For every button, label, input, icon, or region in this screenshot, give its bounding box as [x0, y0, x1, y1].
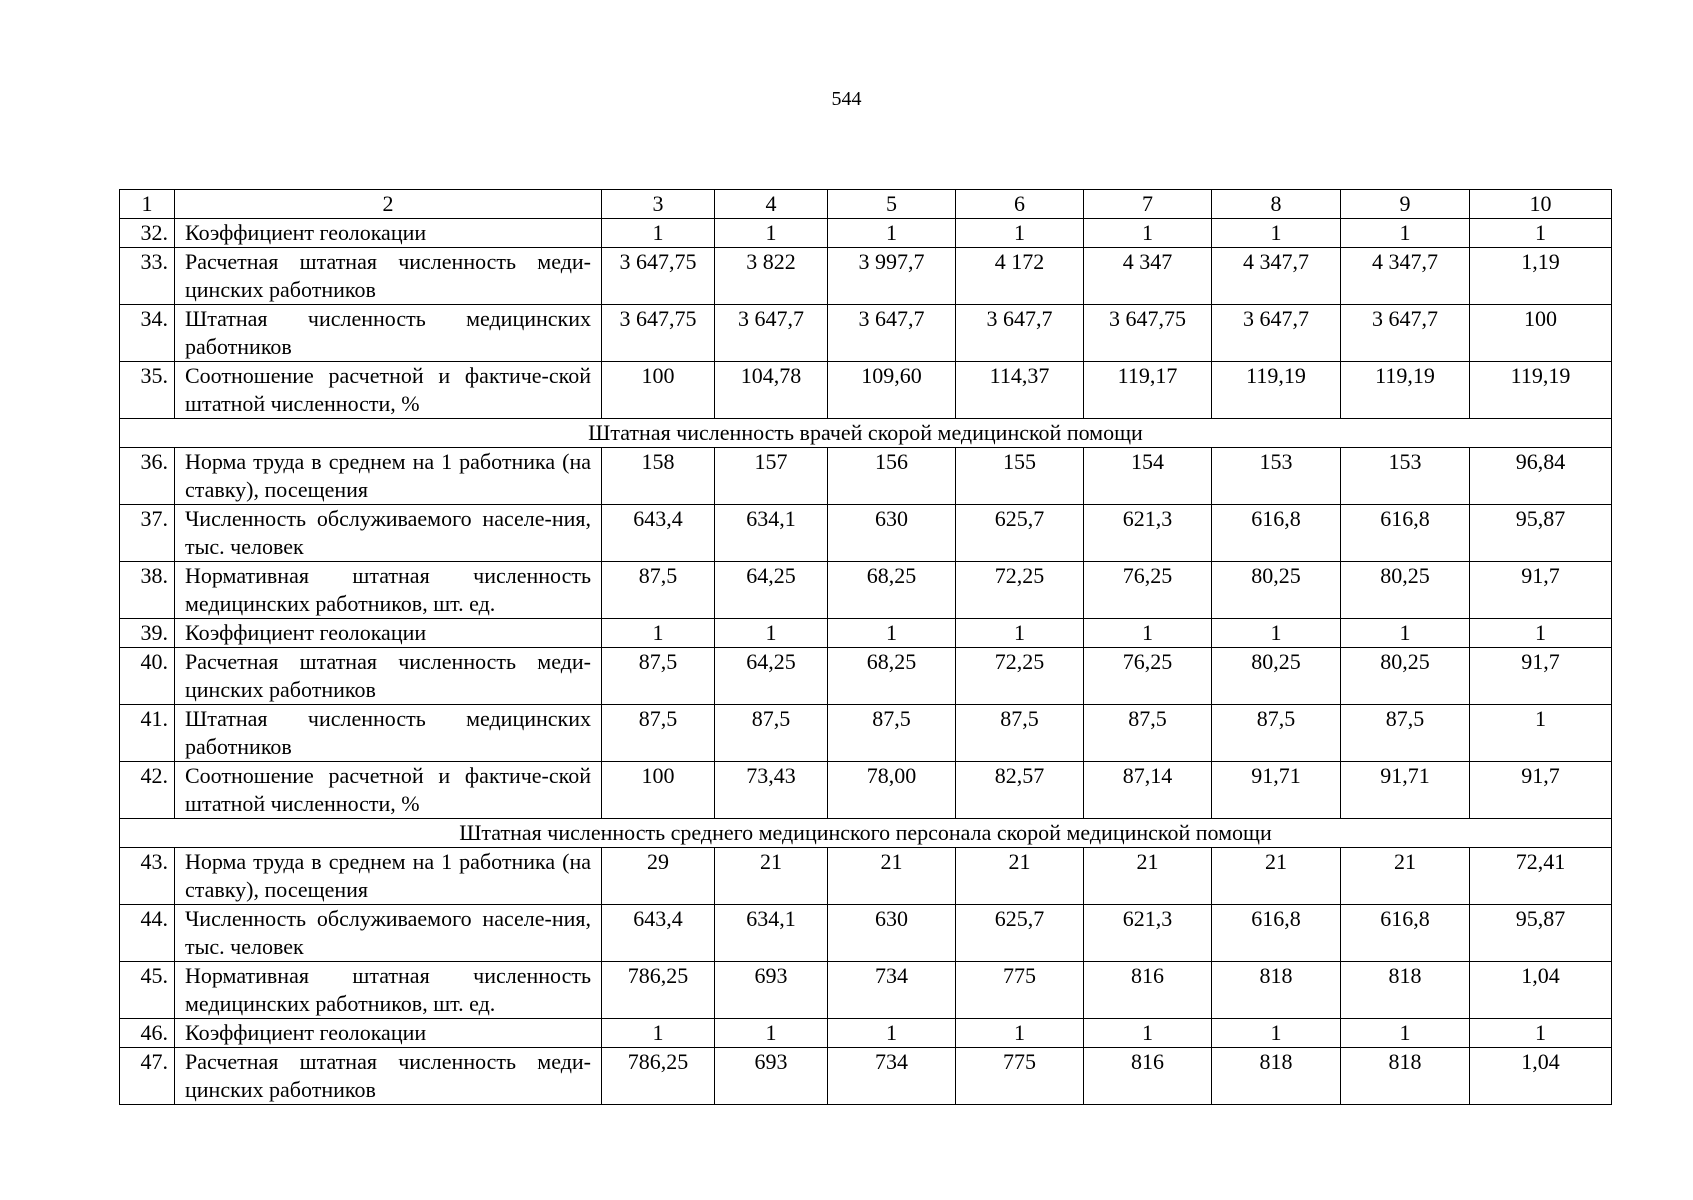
value-cell: 3 647,7: [956, 305, 1084, 362]
row-description: Расчетная штатная численность меди-цинских работников: [175, 648, 602, 705]
value-cell: 21: [1084, 848, 1212, 905]
column-header: 8: [1212, 190, 1341, 219]
row-number: 35.: [120, 362, 175, 419]
value-cell: 73,43: [715, 762, 828, 819]
column-header: 10: [1470, 190, 1612, 219]
value-cell: 153: [1341, 448, 1470, 505]
value-cell: 72,25: [956, 648, 1084, 705]
value-cell: 64,25: [715, 648, 828, 705]
value-cell: 119,19: [1212, 362, 1341, 419]
value-cell: 818: [1212, 962, 1341, 1019]
value-cell: 1: [1470, 705, 1612, 762]
row-description: Расчетная штатная численность меди-цинских работников: [175, 1048, 602, 1105]
value-cell: 80,25: [1341, 562, 1470, 619]
value-cell: 1: [1341, 219, 1470, 248]
value-cell: 87,5: [956, 705, 1084, 762]
column-header: 7: [1084, 190, 1212, 219]
section-row: [120, 819, 1612, 848]
value-cell: 1: [828, 1019, 956, 1048]
table-body: [120, 190, 1612, 1105]
value-cell: 1: [1084, 219, 1212, 248]
row-description: Штатная численность медицинских работников: [175, 705, 602, 762]
table-row: [120, 705, 1612, 762]
value-cell: 1: [828, 619, 956, 648]
value-cell: 3 647,75: [602, 305, 715, 362]
value-cell: 1: [1212, 1019, 1341, 1048]
value-cell: 87,5: [602, 562, 715, 619]
value-cell: 3 647,7: [1212, 305, 1341, 362]
column-header: 3: [602, 190, 715, 219]
value-cell: 616,8: [1341, 905, 1470, 962]
value-cell: 119,19: [1470, 362, 1612, 419]
value-cell: 734: [828, 962, 956, 1019]
value-cell: 87,5: [715, 705, 828, 762]
value-cell: 104,78: [715, 362, 828, 419]
row-number: 38.: [120, 562, 175, 619]
row-number: 42.: [120, 762, 175, 819]
value-cell: 3 647,7: [1341, 305, 1470, 362]
value-cell: 630: [828, 505, 956, 562]
value-cell: 816: [1084, 962, 1212, 1019]
value-cell: 3 647,75: [1084, 305, 1212, 362]
value-cell: 1: [1212, 219, 1341, 248]
value-cell: 775: [956, 962, 1084, 1019]
column-header: 9: [1341, 190, 1470, 219]
value-cell: 76,25: [1084, 648, 1212, 705]
value-cell: 91,71: [1341, 762, 1470, 819]
row-description: Численность обслуживаемого населе-ния, тыс. человек: [175, 905, 602, 962]
value-cell: 87,5: [602, 648, 715, 705]
value-cell: 156: [828, 448, 956, 505]
value-cell: 155: [956, 448, 1084, 505]
value-cell: 1: [1341, 619, 1470, 648]
value-cell: 119,17: [1084, 362, 1212, 419]
value-cell: 1: [1084, 1019, 1212, 1048]
value-cell: 1: [715, 1019, 828, 1048]
value-cell: 91,7: [1470, 648, 1612, 705]
value-cell: 80,25: [1212, 648, 1341, 705]
table-row: [120, 1048, 1612, 1105]
value-cell: 153: [1212, 448, 1341, 505]
value-cell: 1: [956, 619, 1084, 648]
table-row: [120, 505, 1612, 562]
value-cell: 1: [1470, 219, 1612, 248]
value-cell: 1: [715, 619, 828, 648]
row-description: Норма труда в среднем на 1 работника (на ставку), посещения: [175, 848, 602, 905]
row-number: 40.: [120, 648, 175, 705]
value-cell: 816: [1084, 1048, 1212, 1105]
column-header: 5: [828, 190, 956, 219]
value-cell: 1: [602, 619, 715, 648]
value-cell: 4 347,7: [1212, 248, 1341, 305]
value-cell: 87,5: [1341, 705, 1470, 762]
section-row: [120, 419, 1612, 448]
value-cell: 68,25: [828, 648, 956, 705]
value-cell: 1: [602, 219, 715, 248]
value-cell: 621,3: [1084, 505, 1212, 562]
value-cell: 91,7: [1470, 562, 1612, 619]
value-cell: 1: [602, 1019, 715, 1048]
table-row: [120, 362, 1612, 419]
value-cell: 91,71: [1212, 762, 1341, 819]
value-cell: 693: [715, 1048, 828, 1105]
row-number: 32.: [120, 219, 175, 248]
column-header: 2: [175, 190, 602, 219]
row-description: Численность обслуживаемого населе-ния, тыс. человек: [175, 505, 602, 562]
row-description: Соотношение расчетной и фактиче-ской штатной численности, %: [175, 762, 602, 819]
value-cell: 100: [602, 362, 715, 419]
value-cell: 100: [1470, 305, 1612, 362]
row-description: Коэффициент геолокации: [175, 1019, 602, 1048]
value-cell: 87,5: [828, 705, 956, 762]
value-cell: 616,8: [1212, 905, 1341, 962]
column-header: 1: [120, 190, 175, 219]
value-cell: 693: [715, 962, 828, 1019]
value-cell: 634,1: [715, 905, 828, 962]
row-number: 34.: [120, 305, 175, 362]
value-cell: 119,19: [1341, 362, 1470, 419]
value-cell: 158: [602, 448, 715, 505]
value-cell: 21: [956, 848, 1084, 905]
column-header: 4: [715, 190, 828, 219]
value-cell: 29: [602, 848, 715, 905]
value-cell: 4 347: [1084, 248, 1212, 305]
table-row: [120, 962, 1612, 1019]
value-cell: 616,8: [1341, 505, 1470, 562]
value-cell: 80,25: [1212, 562, 1341, 619]
value-cell: 21: [828, 848, 956, 905]
table-row: [120, 619, 1612, 648]
value-cell: 643,4: [602, 505, 715, 562]
value-cell: 1: [1470, 1019, 1612, 1048]
value-cell: 72,41: [1470, 848, 1612, 905]
value-cell: 786,25: [602, 1048, 715, 1105]
value-cell: 775: [956, 1048, 1084, 1105]
row-number: 46.: [120, 1019, 175, 1048]
value-cell: 625,7: [956, 505, 1084, 562]
value-cell: 643,4: [602, 905, 715, 962]
value-cell: 21: [1212, 848, 1341, 905]
value-cell: 21: [1341, 848, 1470, 905]
value-cell: 625,7: [956, 905, 1084, 962]
table-row: [120, 305, 1612, 362]
value-cell: 630: [828, 905, 956, 962]
row-description: Расчетная штатная численность меди-цинских работников: [175, 248, 602, 305]
value-cell: 72,25: [956, 562, 1084, 619]
row-description: Соотношение расчетной и фактиче-ской штатной численности, %: [175, 362, 602, 419]
row-description: Коэффициент геолокации: [175, 619, 602, 648]
column-header: 6: [956, 190, 1084, 219]
value-cell: 68,25: [828, 562, 956, 619]
value-cell: 1: [956, 219, 1084, 248]
table-row: [120, 562, 1612, 619]
row-description: Коэффициент геолокации: [175, 219, 602, 248]
value-cell: 154: [1084, 448, 1212, 505]
value-cell: 95,87: [1470, 905, 1612, 962]
table-row: [120, 905, 1612, 962]
value-cell: 786,25: [602, 962, 715, 1019]
value-cell: 1: [956, 1019, 1084, 1048]
table-row: [120, 248, 1612, 305]
row-number: 41.: [120, 705, 175, 762]
value-cell: 82,57: [956, 762, 1084, 819]
value-cell: 80,25: [1341, 648, 1470, 705]
value-cell: 95,87: [1470, 505, 1612, 562]
row-number: 33.: [120, 248, 175, 305]
header-row: [120, 190, 1612, 219]
row-description: Штатная численность медицинских работников: [175, 305, 602, 362]
table-row: [120, 648, 1612, 705]
value-cell: 818: [1341, 962, 1470, 1019]
value-cell: 87,5: [1084, 705, 1212, 762]
value-cell: 1,04: [1470, 962, 1612, 1019]
data-table: [119, 189, 1612, 1105]
section-title: Штатная численность врачей скорой медицинской помощи: [120, 419, 1612, 448]
value-cell: 1,19: [1470, 248, 1612, 305]
value-cell: 91,7: [1470, 762, 1612, 819]
table-row: [120, 1019, 1612, 1048]
value-cell: 3 647,75: [602, 248, 715, 305]
value-cell: 64,25: [715, 562, 828, 619]
table-row: [120, 762, 1612, 819]
row-number: 36.: [120, 448, 175, 505]
page-number: 544: [831, 88, 862, 110]
table-row: [120, 219, 1612, 248]
value-cell: 4 172: [956, 248, 1084, 305]
value-cell: 818: [1212, 1048, 1341, 1105]
value-cell: 21: [715, 848, 828, 905]
value-cell: 3 822: [715, 248, 828, 305]
value-cell: 1: [1084, 619, 1212, 648]
value-cell: 87,5: [1212, 705, 1341, 762]
value-cell: 1,04: [1470, 1048, 1612, 1105]
table-row: [120, 448, 1612, 505]
row-description: Нормативная штатная численность медицинских работников, шт. ед.: [175, 962, 602, 1019]
value-cell: 1: [1212, 619, 1341, 648]
row-number: 39.: [120, 619, 175, 648]
value-cell: 734: [828, 1048, 956, 1105]
value-cell: 87,5: [602, 705, 715, 762]
value-cell: 1: [828, 219, 956, 248]
value-cell: 3 647,7: [828, 305, 956, 362]
value-cell: 3 647,7: [715, 305, 828, 362]
row-number: 44.: [120, 905, 175, 962]
value-cell: 634,1: [715, 505, 828, 562]
value-cell: 3 997,7: [828, 248, 956, 305]
value-cell: 109,60: [828, 362, 956, 419]
value-cell: 100: [602, 762, 715, 819]
value-cell: 1: [1341, 1019, 1470, 1048]
value-cell: 818: [1341, 1048, 1470, 1105]
section-title: Штатная численность среднего медицинского персонала скорой медицинской помощи: [120, 819, 1612, 848]
row-description: Нормативная штатная численность медицинских работников, шт. ед.: [175, 562, 602, 619]
row-number: 45.: [120, 962, 175, 1019]
value-cell: 621,3: [1084, 905, 1212, 962]
value-cell: 1: [1470, 619, 1612, 648]
value-cell: 78,00: [828, 762, 956, 819]
value-cell: 616,8: [1212, 505, 1341, 562]
value-cell: 87,14: [1084, 762, 1212, 819]
value-cell: 1: [715, 219, 828, 248]
value-cell: 76,25: [1084, 562, 1212, 619]
value-cell: 4 347,7: [1341, 248, 1470, 305]
value-cell: 114,37: [956, 362, 1084, 419]
row-number: 43.: [120, 848, 175, 905]
value-cell: 96,84: [1470, 448, 1612, 505]
row-number: 47.: [120, 1048, 175, 1105]
value-cell: 157: [715, 448, 828, 505]
table-row: [120, 848, 1612, 905]
row-number: 37.: [120, 505, 175, 562]
row-description: Норма труда в среднем на 1 работника (на ставку), посещения: [175, 448, 602, 505]
